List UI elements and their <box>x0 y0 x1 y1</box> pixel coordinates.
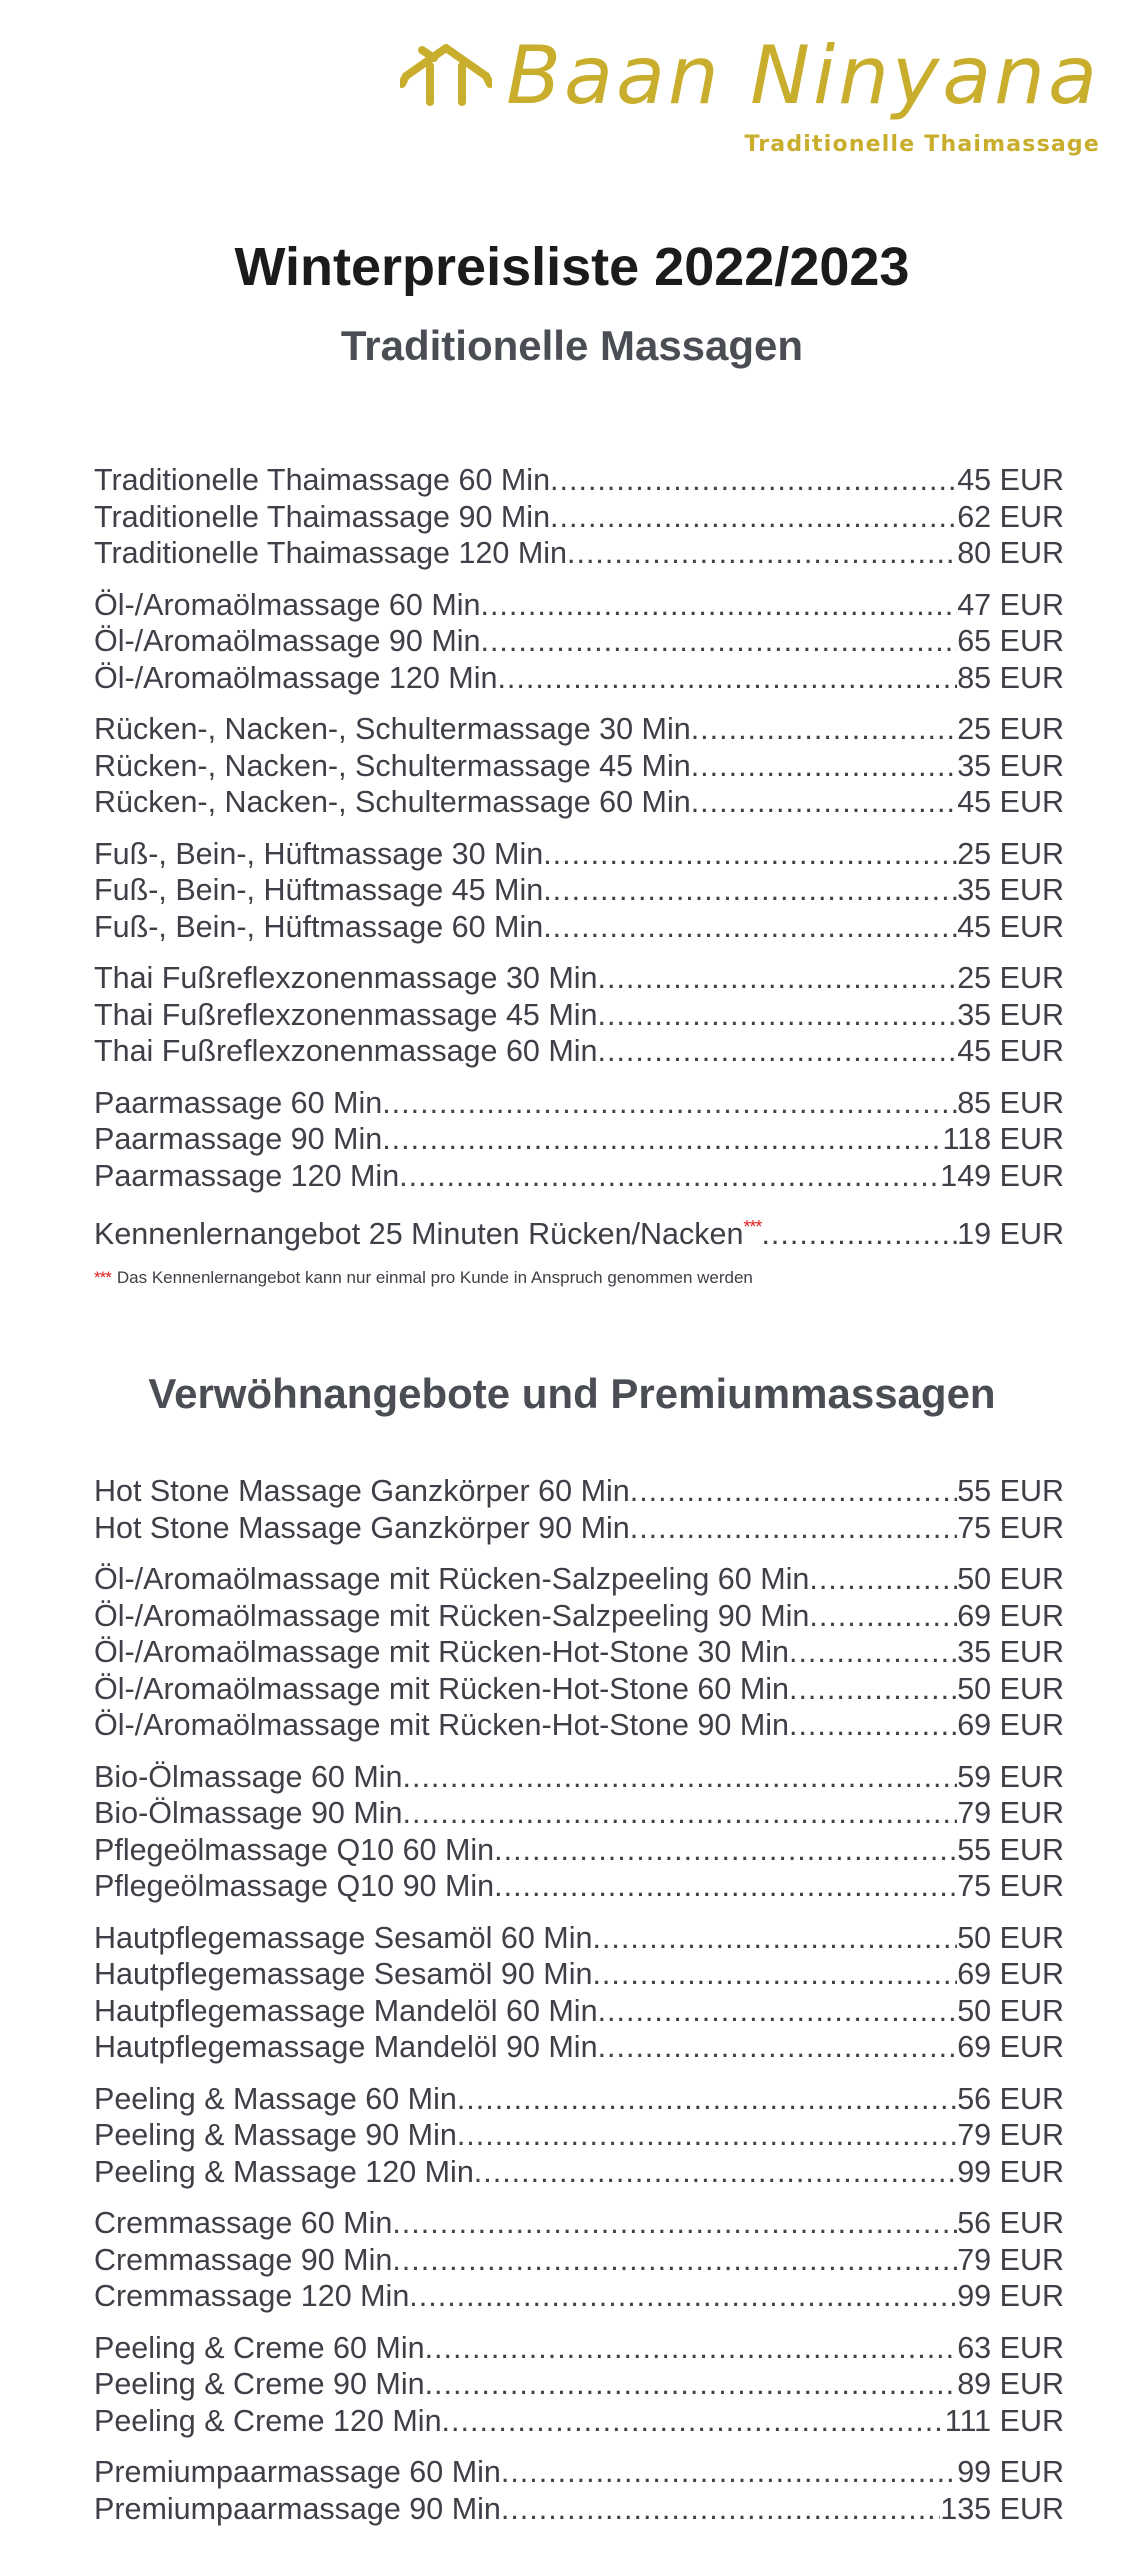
price-row <box>94 1561 1064 1598</box>
dot-leader <box>789 1671 957 1708</box>
price-row <box>94 836 1064 873</box>
service-price: 45 EUR <box>957 909 1064 944</box>
price-row <box>94 784 1064 821</box>
service-name <box>94 1759 403 1796</box>
service-price: 25 EUR <box>957 712 1064 746</box>
section-title-premium: Verwöhnangebote und Premiummassagen <box>148 1370 996 1417</box>
price-row <box>94 499 1064 536</box>
service-price: 89 EUR <box>957 2367 1064 2401</box>
price-row <box>94 748 1064 785</box>
service-name <box>94 660 497 697</box>
price-group <box>94 587 1064 697</box>
price-row <box>94 462 1064 499</box>
dot-leader <box>425 2366 958 2403</box>
price-row <box>94 1634 1064 1671</box>
service-name-text: Peeling & Creme 60 Min <box>94 2330 425 2365</box>
service-name-text: Peeling & Massage 60 Min <box>94 2081 457 2116</box>
service-name <box>94 872 543 909</box>
service-name <box>94 2454 501 2491</box>
price-row <box>94 711 1064 748</box>
dot-leader <box>409 2278 957 2315</box>
price-row <box>94 535 1064 572</box>
price-group <box>94 1473 1064 1546</box>
price-group <box>94 462 1064 572</box>
price-row <box>94 872 1064 909</box>
service-name-text: Rücken-, Nacken-, Schultermassage 45 Min <box>94 748 691 783</box>
price-row <box>94 2029 1064 2066</box>
service-name <box>94 748 691 785</box>
service-price: 79 EUR <box>957 2242 1064 2277</box>
service-name-text: Peeling & Creme 90 Min <box>94 2367 425 2401</box>
price-row <box>94 909 1064 946</box>
service-price: 25 EUR <box>957 961 1064 995</box>
price-row <box>94 1759 1064 1796</box>
price-row <box>94 1671 1064 1708</box>
service-price: 118 EUR <box>942 1122 1064 1156</box>
service-price: 65 EUR <box>957 624 1064 658</box>
service-name <box>94 1707 789 1744</box>
service-name-text: Peeling & Massage 90 Min <box>94 2118 457 2152</box>
service-name <box>94 1671 789 1708</box>
service-name-text: Hot Stone Massage Ganzkörper 90 Min <box>94 1510 630 1545</box>
dot-leader <box>457 2117 957 2154</box>
service-price: 50 EUR <box>957 1920 1064 1955</box>
price-row <box>94 2117 1064 2154</box>
service-price: 63 EUR <box>957 2330 1064 2365</box>
service-name-text: Pflegeölmassage Q10 90 Min <box>94 1869 495 1903</box>
service-name-text: Öl-/Aromaölmassage 60 Min <box>94 587 481 622</box>
service-price: 45 EUR <box>957 463 1064 497</box>
price-group <box>94 1920 1064 2066</box>
service-name <box>94 1993 598 2030</box>
dot-leader <box>592 1956 957 1993</box>
service-price: 99 EUR <box>957 2154 1064 2189</box>
price-row <box>94 1033 1064 1070</box>
price-list-traditional <box>94 462 1064 1268</box>
service-name-text: Fuß-, Bein-, Hüftmassage 60 Min <box>94 909 544 944</box>
price-row <box>94 2454 1064 2491</box>
dot-leader <box>550 462 957 499</box>
service-price: 50 EUR <box>957 1562 1064 1596</box>
dot-leader <box>392 2205 957 2242</box>
service-name-text: Hot Stone Massage Ganzkörper 60 Min <box>94 1474 630 1508</box>
dot-leader <box>543 836 957 873</box>
service-name <box>94 960 598 997</box>
price-group <box>94 1561 1064 1744</box>
service-name <box>94 462 550 499</box>
price-group <box>94 2205 1064 2315</box>
price-row <box>94 1510 1064 1547</box>
dot-leader <box>501 2454 957 2491</box>
service-name-text: Hautpflegemassage Mandelöl 60 Min <box>94 1993 598 2028</box>
service-price: 69 EUR <box>957 1708 1064 1742</box>
service-name <box>94 587 480 624</box>
price-row <box>94 1832 1064 1869</box>
dot-leader <box>761 1216 957 1253</box>
service-name <box>94 1033 598 1070</box>
dot-leader <box>480 623 957 660</box>
dot-leader <box>691 711 958 748</box>
footnote <box>94 1268 753 1288</box>
price-list-premium <box>94 1473 1064 2542</box>
service-name-text: Peeling & Massage 120 Min <box>94 2154 474 2189</box>
service-price: 79 EUR <box>957 2118 1064 2152</box>
dot-leader <box>598 997 958 1034</box>
footnote-text: Das Kennenlernangebot kann nur einmal pro Kunde in Anspruch genommen werden <box>116 1268 753 1287</box>
service-name <box>94 2154 474 2191</box>
service-price: 149 EUR <box>940 1158 1064 1193</box>
service-name <box>94 997 598 1034</box>
service-price: 35 EUR <box>957 997 1064 1032</box>
service-price: 85 EUR <box>957 1085 1064 1120</box>
logo <box>400 29 1100 172</box>
price-row <box>94 1956 1064 1993</box>
service-name-text: Hautpflegemassage Sesamöl 90 Min <box>94 1957 593 1991</box>
footnote-stars: *** <box>94 1268 111 1287</box>
dot-leader <box>399 1158 940 1195</box>
service-price: 50 EUR <box>957 1671 1064 1706</box>
price-group <box>94 1085 1064 1195</box>
service-name-text: Traditionelle Thaimassage 120 Min <box>94 536 568 570</box>
service-name <box>94 909 543 946</box>
service-name <box>94 1561 809 1598</box>
service-name <box>94 1956 592 1993</box>
service-name-text: Fuß-, Bein-, Hüftmassage 45 Min <box>94 873 544 907</box>
service-name-text: Hautpflegemassage Sesamöl 60 Min <box>94 1920 593 1955</box>
price-row <box>94 1993 1064 2030</box>
service-name <box>94 623 480 660</box>
service-name-text: Bio-Ölmassage 90 Min <box>94 1796 403 1830</box>
dot-leader <box>497 660 957 697</box>
price-row <box>94 1121 1064 1158</box>
service-name-text: Öl-/Aromaölmassage mit Rücken-Hot-Stone 60 Min <box>94 1671 789 1706</box>
price-row <box>94 960 1064 997</box>
dot-leader <box>501 2491 940 2528</box>
service-name <box>94 784 691 821</box>
service-name-text: Cremmassage 60 Min <box>94 2206 393 2240</box>
dot-leader <box>550 499 957 536</box>
service-name-text: Öl-/Aromaölmassage mit Rücken-Hot-Stone 30 Min <box>94 1635 789 1669</box>
price-group <box>94 2330 1064 2440</box>
service-name-text: Öl-/Aromaölmassage mit Rücken-Salzpeeling 90 Min <box>94 1598 810 1633</box>
price-row <box>94 1868 1064 1905</box>
price-row <box>94 2154 1064 2191</box>
dot-leader <box>543 872 957 909</box>
service-price: 47 EUR <box>957 587 1064 622</box>
service-name-text: Fuß-, Bein-, Hüftmassage 30 Min <box>94 836 544 871</box>
service-price: 55 EUR <box>957 1832 1064 1867</box>
dot-leader <box>630 1473 957 1510</box>
service-price: 69 EUR <box>957 1598 1064 1633</box>
service-name <box>94 2330 425 2367</box>
price-group <box>94 1209 1064 1253</box>
service-price: 45 EUR <box>957 785 1064 819</box>
service-name-text: Öl-/Aromaölmassage 120 Min <box>94 660 498 695</box>
service-name-text: Öl-/Aromaölmassage mit Rücken-Salzpeeling 60 Min <box>94 1562 810 1596</box>
dot-leader <box>691 748 958 785</box>
service-name-text: Hautpflegemassage Mandelöl 90 Min <box>94 2030 598 2064</box>
price-row <box>94 2491 1064 2528</box>
service-price: 55 EUR <box>957 1474 1064 1508</box>
service-name <box>94 2117 457 2154</box>
dot-leader <box>809 1598 957 1635</box>
service-name-text: Öl-/Aromaölmassage 90 Min <box>94 624 481 658</box>
dot-leader <box>442 2403 945 2440</box>
service-price: 99 EUR <box>957 2279 1064 2313</box>
service-price: 85 EUR <box>957 660 1064 695</box>
service-price: 35 EUR <box>957 873 1064 907</box>
service-name <box>94 2403 442 2440</box>
service-price: 59 EUR <box>957 1759 1064 1794</box>
logo-name: Baan Ninyana <box>506 29 1100 122</box>
service-price: 45 EUR <box>957 1034 1064 1068</box>
asterisk-marker: *** <box>743 1217 762 1237</box>
service-name <box>94 2491 501 2528</box>
service-price: 35 EUR <box>957 1635 1064 1669</box>
service-name <box>94 2029 598 2066</box>
price-group <box>94 1759 1064 1905</box>
dot-leader <box>567 535 957 572</box>
price-row <box>94 2081 1064 2118</box>
logo-tagline: Traditionelle Thaimassage <box>744 132 1100 157</box>
service-name-text: Paarmassage 120 Min <box>94 1158 400 1193</box>
price-row <box>94 1158 1064 1195</box>
service-name <box>94 1121 382 1158</box>
service-price: 69 EUR <box>957 2030 1064 2064</box>
service-price: 69 EUR <box>957 1957 1064 1991</box>
dot-leader <box>543 909 957 946</box>
price-group <box>94 711 1064 821</box>
dot-leader <box>691 784 958 821</box>
service-price: 111 EUR <box>944 2403 1064 2438</box>
service-name-text: Öl-/Aromaölmassage mit Rücken-Hot-Stone 90 Min <box>94 1708 789 1742</box>
dot-leader <box>598 1033 958 1070</box>
service-name-text: Bio-Ölmassage 60 Min <box>94 1759 403 1794</box>
price-row <box>94 587 1064 624</box>
service-price: 75 EUR <box>957 1510 1064 1545</box>
service-name <box>94 2278 409 2315</box>
dot-leader <box>592 1920 957 1957</box>
service-name <box>94 1832 494 1869</box>
price-row <box>94 1920 1064 1957</box>
service-name-text: Premiumpaarmassage 60 Min <box>94 2455 501 2489</box>
dot-leader <box>598 1993 958 2030</box>
price-row <box>94 2278 1064 2315</box>
dot-leader <box>425 2330 958 2367</box>
service-price: 50 EUR <box>957 1993 1064 2028</box>
service-name <box>94 1473 630 1510</box>
dot-leader <box>598 2029 958 2066</box>
service-name-text: Thai Fußreflexzonenmassage 45 Min <box>94 997 598 1032</box>
dot-leader <box>403 1759 958 1796</box>
service-name-text: Rücken-, Nacken-, Schultermassage 60 Min <box>94 785 691 819</box>
price-row <box>94 2242 1064 2279</box>
dot-leader <box>403 1795 958 1832</box>
service-name <box>94 1634 789 1671</box>
price-row <box>94 1707 1064 1744</box>
service-name <box>94 836 543 873</box>
service-price: 62 EUR <box>957 499 1064 534</box>
price-row <box>94 2205 1064 2242</box>
roof-icon <box>400 40 492 110</box>
service-price: 19 EUR <box>957 1217 1064 1252</box>
price-group <box>94 836 1064 946</box>
service-name-text: Thai Fußreflexzonenmassage 60 Min <box>94 1034 598 1068</box>
price-row <box>94 997 1064 1034</box>
dot-leader <box>382 1121 942 1158</box>
page-title: Winterpreisliste 2022/2023 <box>234 237 910 297</box>
service-name-text: Rücken-, Nacken-, Schultermassage 30 Min <box>94 712 691 746</box>
price-row <box>94 1473 1064 1510</box>
dot-leader <box>630 1510 957 1547</box>
price-row <box>94 1795 1064 1832</box>
dot-leader <box>382 1085 957 1122</box>
price-group <box>94 960 1064 1070</box>
service-price: 135 EUR <box>940 2491 1064 2526</box>
service-price: 75 EUR <box>957 1869 1064 1903</box>
dot-leader <box>457 2081 957 2118</box>
dot-leader <box>474 2154 957 2191</box>
service-price: 56 EUR <box>957 2206 1064 2240</box>
price-row <box>94 1085 1064 1122</box>
dot-leader <box>494 1832 957 1869</box>
price-row <box>94 2366 1064 2403</box>
service-name <box>94 2205 392 2242</box>
service-name-text: Cremmassage 120 Min <box>94 2279 410 2313</box>
service-name-text: Traditionelle Thaimassage 60 Min <box>94 463 551 497</box>
service-price: 25 EUR <box>957 836 1064 871</box>
service-name-text: Cremmassage 90 Min <box>94 2242 393 2277</box>
price-row <box>94 2403 1064 2440</box>
dot-leader <box>789 1634 957 1671</box>
service-name-text: Kennenlernangebot 25 Minuten Rücken/Nacken <box>94 1217 744 1252</box>
price-row <box>94 623 1064 660</box>
dot-leader <box>494 1868 957 1905</box>
service-name <box>94 2242 392 2279</box>
price-group <box>94 2081 1064 2191</box>
price-row <box>94 2330 1064 2367</box>
service-name <box>94 2081 457 2118</box>
service-name <box>94 499 550 536</box>
service-price: 99 EUR <box>957 2455 1064 2489</box>
section-title-traditional: Traditionelle Massagen <box>340 322 804 369</box>
service-name-text: Peeling & Creme 120 Min <box>94 2403 442 2438</box>
service-name-text: Paarmassage 90 Min <box>94 1122 383 1156</box>
service-name-text: Thai Fußreflexzonenmassage 30 Min <box>94 961 598 995</box>
service-name-text: Premiumpaarmassage 90 Min <box>94 2491 501 2526</box>
service-name <box>94 1209 761 1253</box>
price-row <box>94 1598 1064 1635</box>
service-name <box>94 535 567 572</box>
service-name <box>94 711 691 748</box>
service-name-text: Traditionelle Thaimassage 90 Min <box>94 499 551 534</box>
price-row <box>94 660 1064 697</box>
service-name <box>94 1085 382 1122</box>
dot-leader <box>809 1561 957 1598</box>
dot-leader <box>392 2242 957 2279</box>
service-name <box>94 1920 592 1957</box>
service-name <box>94 1158 399 1195</box>
service-name <box>94 1795 403 1832</box>
dot-leader <box>598 960 958 997</box>
price-row <box>94 1209 1064 1253</box>
dot-leader <box>789 1707 957 1744</box>
service-name-text: Pflegeölmassage Q10 60 Min <box>94 1832 495 1867</box>
dot-leader <box>480 587 957 624</box>
service-name <box>94 1510 630 1547</box>
service-price: 79 EUR <box>957 1796 1064 1830</box>
service-price: 80 EUR <box>957 536 1064 570</box>
service-name <box>94 1868 494 1905</box>
service-price: 35 EUR <box>957 748 1064 783</box>
price-group <box>94 2454 1064 2527</box>
service-price: 56 EUR <box>957 2081 1064 2116</box>
service-name-text: Paarmassage 60 Min <box>94 1085 383 1120</box>
service-name <box>94 2366 425 2403</box>
service-name <box>94 1598 809 1635</box>
